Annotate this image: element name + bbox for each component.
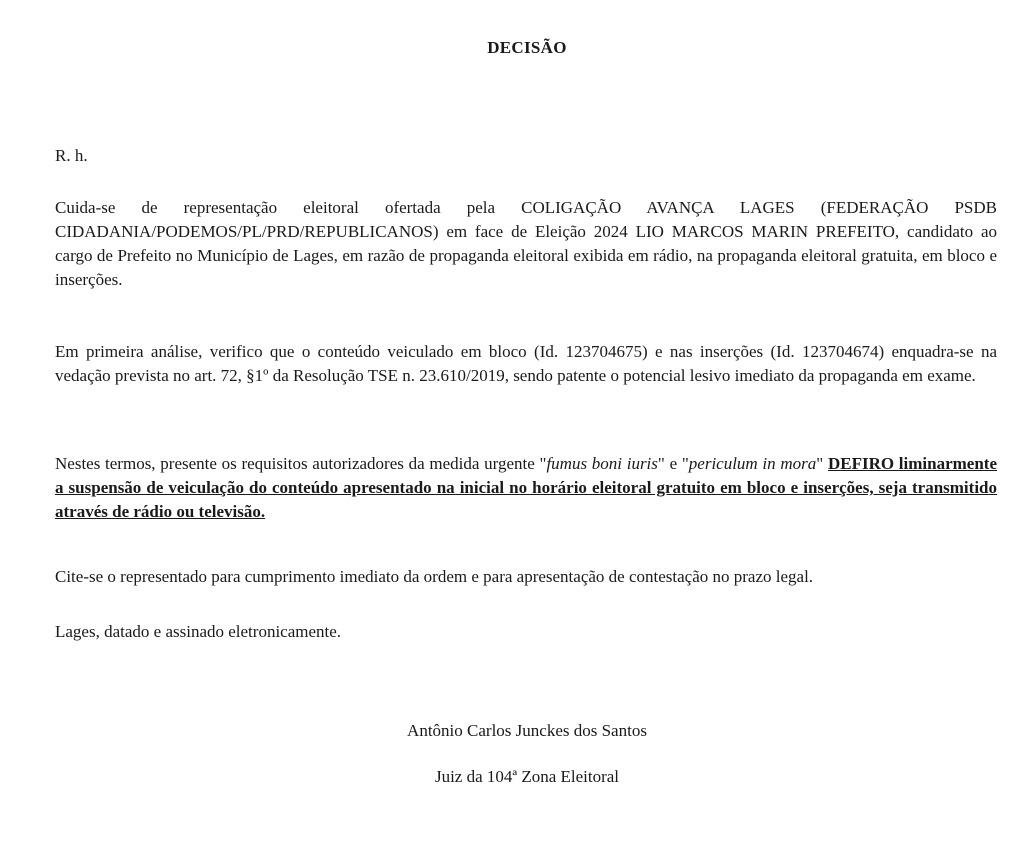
closing-line: Lages, datado e assinado eletronicamente. — [55, 622, 342, 641]
decision-close-text: " — [816, 454, 828, 473]
signatory-name: Antônio Carlos Junckes dos Santos — [407, 721, 647, 740]
paragraph-representation: Cuida-se de representação eleitoral ofertada pela COLIGAÇÃO AVANÇA LAGES (FEDERAÇÃO PSDB CIDADANIA/PODEMOS/PL/PRD/REPUBLICANOS) em face de Eleição 2024 LIO MARCOS MARIN PREFEITO, candidato ao cargo de Prefeito no Município de Lages, em razão de propaganda eleitoral exibida em rádio, na propaganda eleitoral gratuita, em bloco e inserções. — [55, 198, 997, 289]
opening-line: R. h. — [55, 146, 88, 165]
paragraph-analysis: Em primeira análise, verifico que o conteúdo veiculado em bloco (Id. 123704675) e nas inserções (Id. 123704674) enquadra-se na vedação prevista no art. 72, §1º da Resolução TSE n. 23.610/2019, sendo patente o potencial lesivo imediato da propaganda em exame. — [55, 342, 997, 385]
signatory-role: Juiz da 104ª Zona Eleitoral — [434, 767, 620, 786]
paragraph-citation: Cite-se o representado para cumprimento imediato da ordem e para apresentação de contestação no prazo legal. — [55, 567, 814, 586]
decision-between-text: " e " — [657, 454, 689, 473]
document-title: DECISÃO — [487, 38, 567, 57]
decision-ruling-text: DEFIRO liminarmente a suspensão de veiculação do conteúdo apresentado na inicial no horário eleitoral gratuito em bloco e inserções, seja transmitido através de rádio ou televisão. — [55, 454, 997, 521]
fumus-boni-iuris-text: fumus boni iuris — [546, 454, 658, 473]
decision-intro-text: Nestes termos, presente os requisitos autorizadores da medida urgente " — [55, 454, 547, 473]
periculum-in-mora-text: periculum in mora — [688, 454, 817, 473]
paragraph-decision — [55, 452, 997, 524]
